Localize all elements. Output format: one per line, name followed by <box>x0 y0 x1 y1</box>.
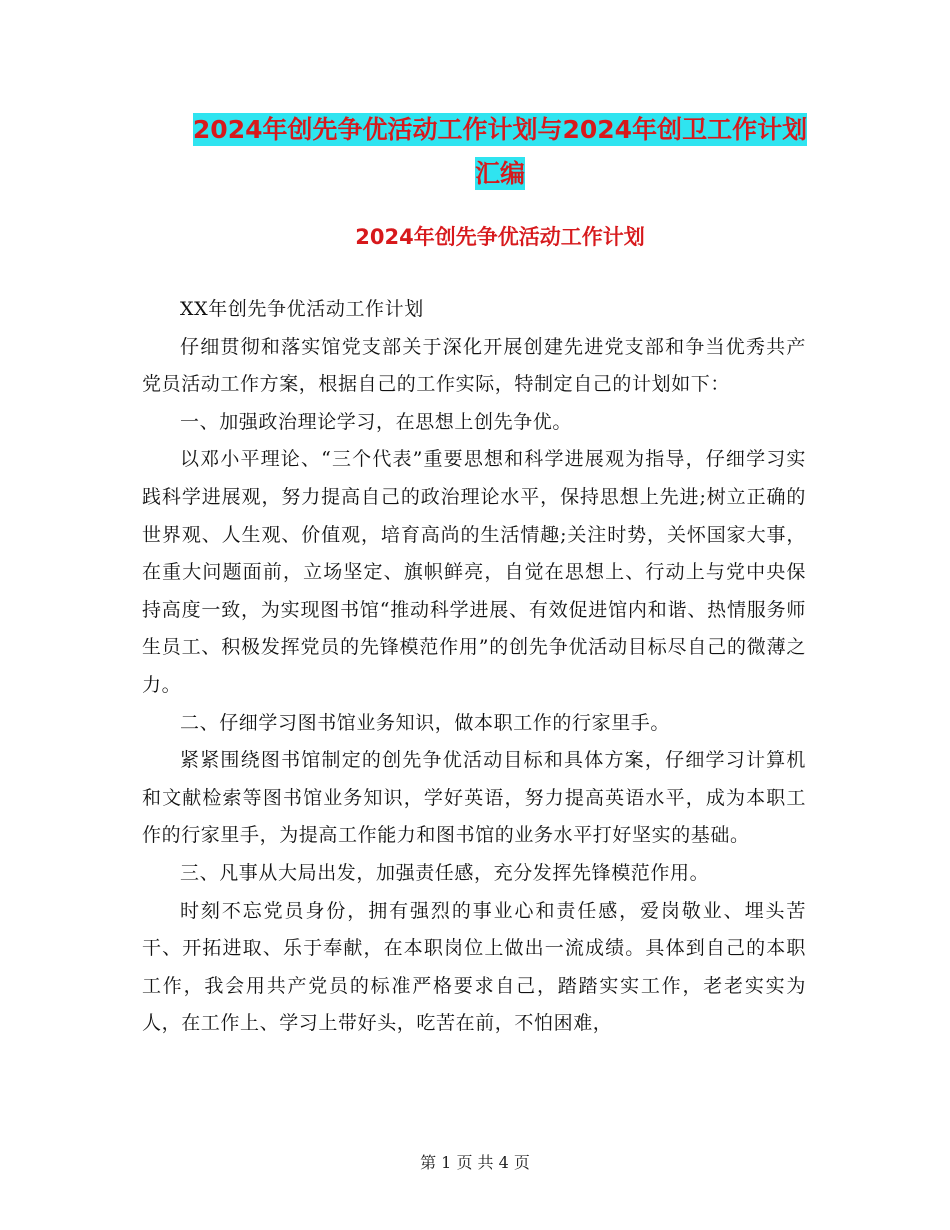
document-body <box>142 291 806 1043</box>
section-title: 2024年创先争优活动工作计划 <box>355 225 645 249</box>
paragraph: XX年创先争优活动工作计划 <box>180 298 424 320</box>
document-title <box>120 108 880 196</box>
document-title-line1: 2024年创先争优活动工作计划与2024年创卫工作计划 <box>192 115 808 144</box>
paragraph: 紧紧围绕图书馆制定的创先争优活动目标和具体方案，仔细学习计算机和文献检索等图书馆业务知识，学好英语，努力提高英语水平，成为本职工作的行家里手，为提高工作能力和图书馆的业务水平打好坚实的基础。 <box>142 749 806 847</box>
paragraph: 时刻不忘党员身份，拥有强烈的事业心和责任感，爱岗敬业、埋头苦干、开拓进取、乐于奉献，在本职岗位上做出一流成绩。具体到自己的本职工作，我会用共产党员的标准严格要求自己，踏踏实实工作，老老实实为人，在工作上、学习上带好头，吃苦在前，不怕困难， <box>142 899 806 1035</box>
paragraph: 仔细贯彻和落实馆党支部关于深化开展创建先进党支部和争当优秀共产党员活动工作方案，根据自己的工作实际，特制定自己的计划如下： <box>142 335 806 396</box>
page-footer: 第 1 页 共 4 页 <box>420 1153 530 1172</box>
paragraph: 二、仔细学习图书馆业务知识，做本职工作的行家里手。 <box>180 711 671 734</box>
paragraph: 三、凡事从大局出发，加强责任感，充分发挥先锋模范作用。 <box>180 861 710 884</box>
paragraph: 以邓小平理论、“三个代表”重要思想和科学进展观为指导，仔细学习实践科学进展观，努力提高自己的政治理论水平，保持思想上先进;树立正确的世界观、人生观、价值观，培育高尚的生活情趣;关注时势，关怀国家大事，在重大问题面前，立场坚定、旗帜鲜亮，自觉在思想上、行动上与党中央保持高度一致，为实现图书馆“推动科学进展、有效促进馆内和谐、热情服务师生员工、积极发挥党员的先锋模范作用”的创先争优活动目标尽自己的微薄之力。 <box>142 448 806 696</box>
paragraph: 一、加强政治理论学习，在思想上创先争优。 <box>180 410 573 433</box>
document-title-line2: 汇编 <box>474 159 525 188</box>
